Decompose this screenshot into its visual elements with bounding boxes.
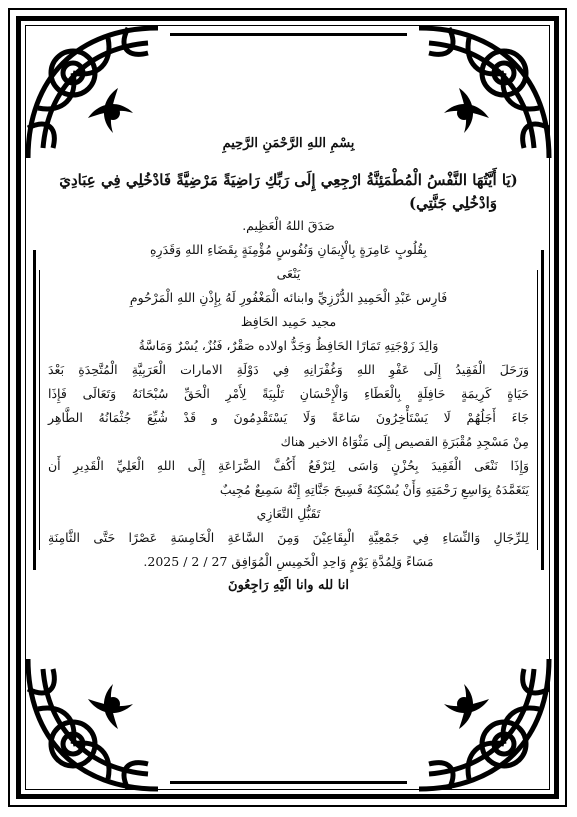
passing-line4: مِنْ مَسْجِدِ مُقْبَرَةِ القصيص إِلَى مَثْوَاهُ الاخير هناك [280, 434, 529, 449]
closing-phrase: انا لله وانا الَيْهِ رَاجِعُونَ [228, 578, 349, 593]
announcer-line: فَارِس عَبْدِ الْحَمِيدِ الدُّرْزِيِّ وابنائه الْمَغْفُورِ لَهُ بِإِذْنِ اللهِ الْمَرْحُومِ [129, 290, 448, 305]
basmala: بِسْمِ اللهِ الرَّحْمَنِ الرَّحِيمِ [222, 136, 355, 151]
passing-line3: جَاءَ أَجَلُهُمْ لَا يَسْتَأْخِرُونَ سَاعَةً وَلَا يَسْتَقْدِمُونَ و قَدْ شُيِّعَ جُثْمَانُهُ الطَّاهِر [48, 410, 529, 425]
prayer-line1: وَإِذَا نَنْعَى الْفَقِيدَ بِحُزْنٍ وَاسَى لِنَرْفَعُ أَكُفَّ الضَّرَاعَةِ إِلَى اللهِ الْعَلِيِّ الْقَدِيرِ أَن [48, 458, 529, 473]
family-line: وَالِدَ زَوْجَتِهِ تَمَارًا الحَافِظُ وَجَدُّ اولاده صَقْرٌ، فَنُزٌ، يُسْرٌ وَمَاسَّةُ [138, 338, 439, 353]
ornament-bottom-right-icon [409, 649, 559, 799]
deceased-name: مجيد حَمِيد الحَافِظ [240, 314, 337, 329]
bottom-bar [170, 781, 407, 784]
nanaa-heading: يَنْعَى [276, 266, 301, 281]
hearts-line: بِقُلُوبٍ عَامِرَةٍ بِالْإِيمَانِ وَنُفُوسٍ مُؤْمِنَةٍ بِقَضَاءِ اللهِ وَقَدَرِهِ [150, 242, 427, 257]
right-side-bar [541, 250, 544, 570]
obituary-text [40, 132, 537, 598]
quran-verse-line1: (يَا أَيَّتُهَا النَّفْسُ الْمُطْمَئِنَّةُ ارْجِعِي إِلَى رَبِّكِ رَاضِيَةً مَرْضِيَّةً فَادْخُلِي فِي عِبَادِيَ [59, 171, 518, 189]
passing-line1: وَرَحَلَ الْفَقِيدُ إِلَى عَفْوِ اللهِ وَغُفْرَانِهِ فِي دَوْلَةِ الامارات الْعَرَبِيَّةِ الْمُتَّحِدَةِ بَعْدَ [48, 362, 529, 377]
passing-line2: حَيَاةٍ كَرِيمَةٍ حَافِلَةٍ بِالْعَطَاءِ وَالْإِحْسَانِ تَلْبِيَةً لِأَمْرِ الْحَقِّ سُبْحَانَهُ وَتَعَالَى فَإِذَا [48, 386, 529, 401]
condolences-title: تَقَبُّلِ التَّعَازِي [256, 506, 321, 521]
sadaqa-line: صَدَقَ اللهُ الْعَظِيم. [242, 218, 335, 233]
ornament-bottom-left-icon [18, 649, 168, 799]
right-side-bar-thin [537, 270, 538, 550]
prayer-line2: يَتَغَمَّدَهُ بِوَاسِعِ رَحْمَتِهِ وَأَنْ يُسْكِنَهُ فَسِيحَ جَنَّاتِهِ إِنَّهُ سَمِيعٌ مُجِيبٌ [219, 482, 529, 497]
condolences-line2: مَسَاءً وَلِمُدَّةِ يَوْمٍ وَاحِدِ الْخَمِيسِ الْمُوَافِق 27 / 2 / 2025. [143, 554, 434, 569]
top-bar [170, 33, 407, 36]
left-side-bar [33, 250, 36, 570]
quran-verse-line2: وَادْخُلِي جَنَّتِي) [409, 194, 497, 212]
condolences-line1: لِلرِّجَالِ وَالنِّسَاءِ فِي جَمْعِيَّةِ الْبِقَاعِيْنَ وَمِنَ السَّاعَةِ الْخَامِسَةِ عَصْرًا حَتَّى الثَّامِنَةِ [48, 530, 529, 545]
